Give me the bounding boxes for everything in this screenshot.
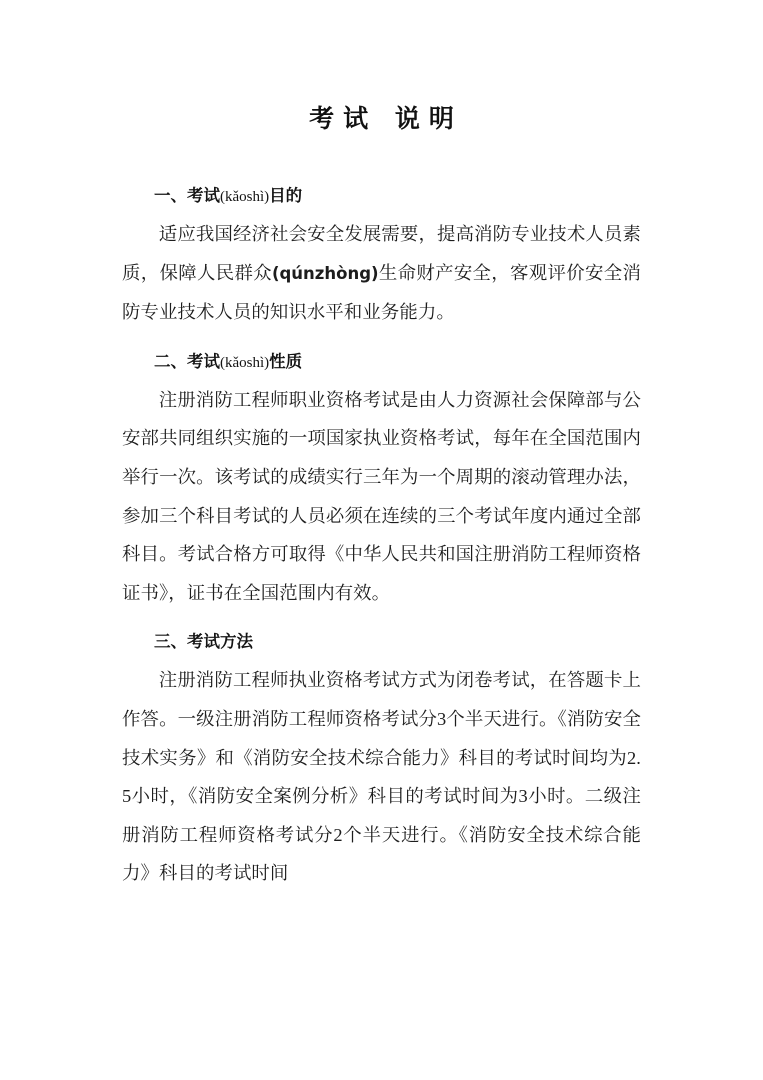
body-pinyin-qunzhong: (qúnzhòng) bbox=[271, 263, 379, 283]
section-exam-nature bbox=[122, 332, 641, 613]
section-heading-prefix: 考试方法 bbox=[187, 632, 253, 652]
section-heading-exam-purpose bbox=[122, 183, 641, 210]
section-heading-pinyin: (kǎoshì) bbox=[220, 354, 270, 371]
document-content-area bbox=[122, 0, 641, 893]
page-title: 考试 说明 bbox=[309, 104, 463, 133]
section-heading-suffix: 目的 bbox=[269, 186, 303, 205]
body-text-part-2: 生命财产安全，客观评价安全消防专业技术人员的知识水平和业务能力。 bbox=[122, 262, 641, 323]
section-body-exam-purpose bbox=[122, 215, 641, 332]
section-number: 二、 bbox=[154, 351, 187, 371]
section-heading-pinyin: (kǎoshì) bbox=[220, 189, 270, 205]
section-heading-exam-nature bbox=[122, 349, 641, 376]
section-body-exam-method: 注册消防工程师执业资格考试方式为闭卷考试，在答题卡上作答。一级注册消防工程师资格考试分3个半天进行。《消防安全技术实务》和《消防安全技术综合能力》科目的考试时间均为2.5小时，《消防安全案例分析》科目的考试时间为3小时。二级注册消防工程师资格考试分2个半天进行。《消防安全技术综合能力》科目的考试时间 bbox=[122, 670, 641, 884]
section-heading-prefix: 考试 bbox=[187, 351, 220, 371]
section-exam-purpose bbox=[122, 131, 641, 332]
section-body-exam-nature: 注册消防工程师职业资格考试是由人力资源社会保障部与公安部共同组织实施的一项国家执业资格考试，每年在全国范围内举行一次。该考试的成绩实行三年为一个周期的滚动管理办法，参加三个科目考试的人员必须在连续的三个考试年度内通过全部科目。考试合格方可取得《中华人民共和国注册消防工程师资格证书》，证书在全国范围内有效。 bbox=[122, 389, 641, 603]
section-heading-prefix: 考试 bbox=[187, 186, 220, 205]
section-number: 三、 bbox=[154, 632, 187, 652]
section-exam-method bbox=[122, 612, 641, 893]
section-heading-exam-method bbox=[122, 629, 641, 656]
section-heading-suffix: 性质 bbox=[269, 351, 303, 371]
body-text-part-1: 适应我国经济社会安全发展需要，提高消防专业技术人员素质，保障人民群众 bbox=[122, 224, 641, 283]
section-number: 一、 bbox=[154, 186, 187, 205]
